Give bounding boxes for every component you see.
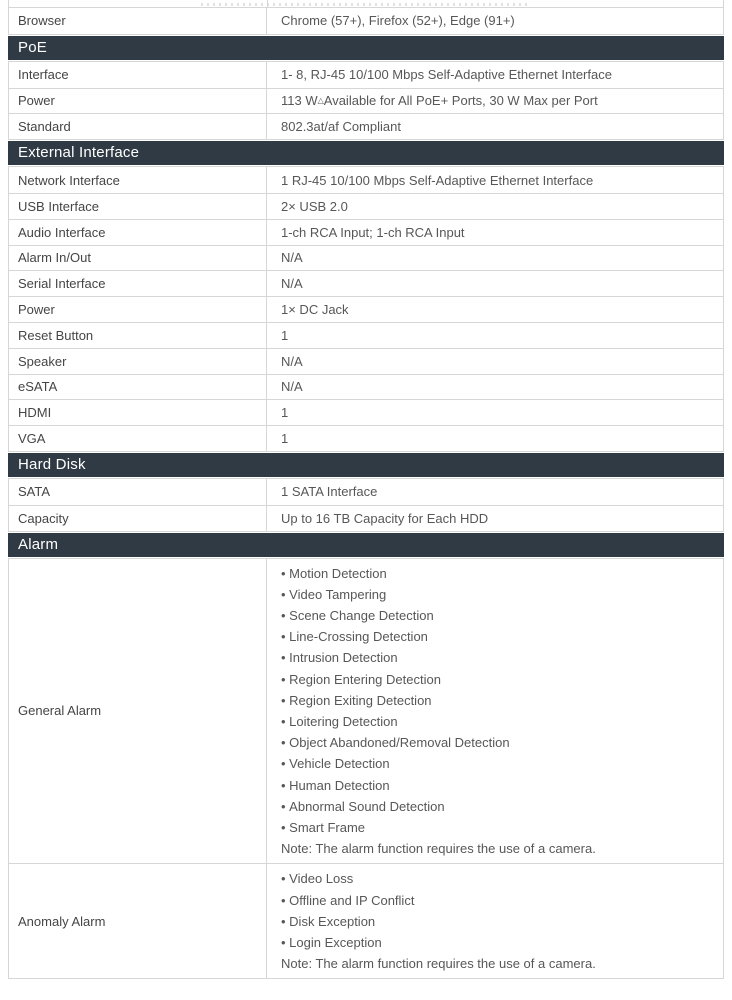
bullet-item: • Human Detection	[281, 775, 390, 796]
column-divider	[267, 0, 268, 7]
table-row	[9, 219, 723, 245]
table-row	[9, 167, 723, 193]
table-row	[9, 399, 723, 425]
bullet-item: • Vehicle Detection	[281, 753, 390, 774]
spec-value	[267, 864, 723, 978]
table-row	[9, 425, 723, 451]
clipped-text-fragment	[201, 3, 531, 6]
spec-value: 802.3at/af Compliant	[281, 119, 401, 135]
rows-block	[8, 558, 724, 980]
table-row	[9, 62, 723, 88]
table-row	[9, 270, 723, 296]
spec-label: Standard	[9, 114, 267, 139]
spec-label: eSATA	[9, 375, 267, 400]
section-header: Hard Disk	[8, 453, 724, 477]
clipped-top-row	[8, 0, 724, 7]
section-header: PoE	[8, 36, 724, 60]
bullet-item: • Scene Change Detection	[281, 605, 434, 626]
spec-value: 1-ch RCA Input; 1-ch RCA Input	[281, 224, 465, 240]
spec-value: Chrome (57+), Firefox (52+), Edge (91+)	[281, 13, 515, 29]
value-text: Available for All PoE+ Ports, 30 W Max per Port	[323, 93, 598, 109]
note-text: Note: The alarm function requires the use of a camera.	[281, 841, 596, 857]
bullet-item: • Motion Detection	[281, 563, 387, 584]
spec-value: 1× DC Jack	[281, 302, 349, 318]
spec-page	[8, 0, 724, 979]
spec-label: SATA	[9, 479, 267, 505]
spec-value: N/A	[281, 250, 303, 266]
table-row	[9, 505, 723, 531]
spec-value: 1	[281, 431, 289, 447]
spec-value: N/A	[281, 353, 303, 369]
bullet-item: • Line-Crossing Detection	[281, 626, 428, 647]
spec-value: 1 RJ-45 10/100 Mbps Self-Adaptive Ethernet Interface	[281, 172, 594, 188]
note-text: Note: The alarm function requires the use of a camera.	[281, 956, 596, 972]
spec-label: Anomaly Alarm	[9, 864, 267, 978]
spec-value: Up to 16 TB Capacity for Each HDD	[281, 510, 489, 526]
spec-label: USB Interface	[9, 194, 267, 219]
rows-block	[8, 7, 724, 35]
table-row	[9, 88, 723, 114]
table-row	[9, 374, 723, 400]
table-row	[9, 296, 723, 322]
table-row	[9, 322, 723, 348]
spec-label: Interface	[9, 62, 267, 88]
spec-label: Audio Interface	[9, 220, 267, 245]
bullet-item: • Smart Frame	[281, 817, 365, 838]
spec-label: Serial Interface	[9, 271, 267, 296]
bullet-item: • Region Exiting Detection	[281, 690, 432, 711]
table-row	[9, 8, 723, 34]
spec-value: 1- 8, RJ-45 10/100 Mbps Self-Adaptive Ethernet Interface	[281, 67, 612, 83]
spec-value: 2× USB 2.0	[281, 198, 348, 214]
spec-label: VGA	[9, 426, 267, 451]
spec-value	[267, 559, 723, 864]
spec-value: N/A	[281, 379, 303, 395]
bullet-item: • Video Loss	[281, 868, 353, 889]
spec-label: HDMI	[9, 400, 267, 425]
spec-label: Browser	[9, 8, 267, 34]
bullet-item: • Offline and IP Conflict	[281, 890, 414, 911]
rows-block	[8, 61, 724, 140]
rows-block	[8, 478, 724, 532]
bullet-item: • Region Entering Detection	[281, 669, 441, 690]
spec-value: 113 W △ Available for All PoE+ Ports, 30 W Max per Port	[281, 93, 598, 109]
bullet-item: • Object Abandoned/Removal Detection	[281, 732, 510, 753]
table-row	[9, 113, 723, 139]
spec-label: Power	[9, 297, 267, 322]
table-row	[9, 245, 723, 271]
spec-value: 1	[281, 327, 289, 343]
spec-table	[8, 7, 724, 979]
spec-value: 1 SATA Interface	[281, 484, 378, 500]
table-row	[9, 193, 723, 219]
spec-label: Network Interface	[9, 167, 267, 193]
spec-label: Reset Button	[9, 323, 267, 348]
bullet-item: • Abnormal Sound Detection	[281, 796, 445, 817]
spec-label: General Alarm	[9, 559, 267, 864]
rows-block	[8, 166, 724, 452]
spec-label: Capacity	[9, 506, 267, 531]
table-row	[9, 863, 723, 978]
bullet-item: • Loitering Detection	[281, 711, 398, 732]
spec-label: Alarm In/Out	[9, 246, 267, 271]
table-row	[9, 479, 723, 505]
bullet-item: • Video Tampering	[281, 584, 386, 605]
spec-value: 1	[281, 405, 289, 421]
spec-label: Power	[9, 89, 267, 114]
section-header: Alarm	[8, 533, 724, 557]
table-row	[9, 348, 723, 374]
spec-value: N/A	[281, 276, 303, 292]
section-header: External Interface	[8, 141, 724, 165]
bullet-item: • Login Exception	[281, 932, 382, 953]
value-text: 113 W	[281, 93, 318, 109]
spec-label: Speaker	[9, 349, 267, 374]
bullet-item: • Intrusion Detection	[281, 647, 398, 668]
table-row	[9, 559, 723, 864]
bullet-item: • Disk Exception	[281, 911, 375, 932]
